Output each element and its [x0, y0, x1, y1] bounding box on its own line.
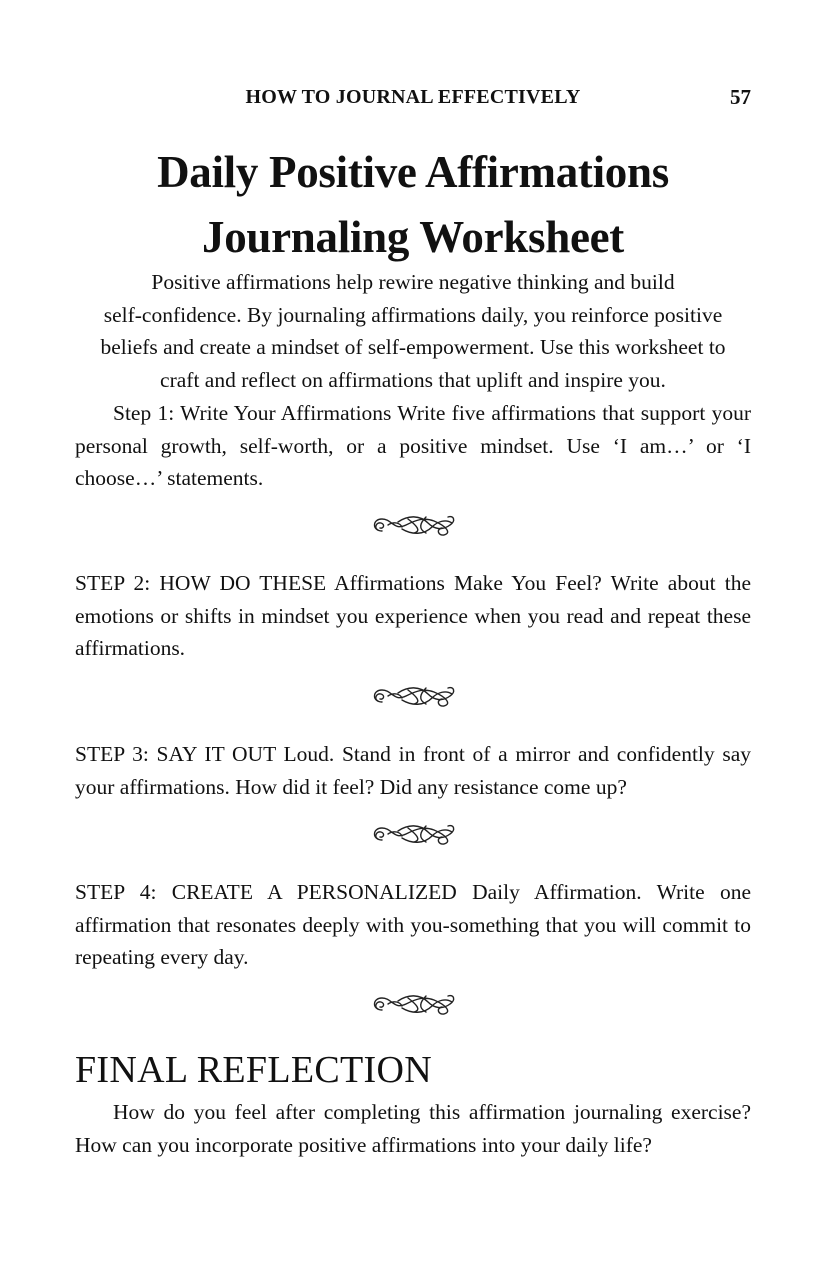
flourish-divider-icon: [368, 990, 458, 1018]
step-2-paragraph: STEP 2: HOW DO THESE Affirmations Make You Feel? Write about the emotions or shifts in mindset you experience when you read and repeat these affirmations.: [75, 571, 751, 660]
running-title: HOW TO JOURNAL EFFECTIVELY: [245, 86, 581, 108]
final-reflection-paragraph: How do you feel after completing this affirmation journaling exercise? How can you incorporate positive affirmations into your daily life?: [75, 1100, 751, 1157]
flourish-divider-icon: [368, 820, 458, 848]
final-reflection-heading: FINAL REFLECTION: [75, 1049, 432, 1091]
intro-line-4: craft and reflect on affirmations that uplift and inspire you.: [160, 367, 666, 392]
page-title: [75, 140, 751, 270]
step-4-paragraph: STEP 4: CREATE A PERSONALIZED Daily Affirmation. Write one affirmation that resonates deeply with you-something that you will commit to repeating every day.: [75, 880, 751, 969]
step-1-paragraph: Step 1: Write Your Affirmations Write five affirmations that support your personal growth, self-worth, or a positive mindset. Use ‘I am…’ or ‘I choose…’ statements.: [75, 401, 751, 490]
title-line-1: Daily Positive Affirmations: [157, 147, 669, 197]
step-3-paragraph: STEP 3: SAY IT OUT Loud. Stand in front of a mirror and confidently say your affirmations. How did it feel? Did any resistance come up?: [75, 742, 751, 799]
intro-line-2: self-confidence. By journaling affirmations daily, you reinforce positive: [103, 302, 723, 327]
page-number: 57: [730, 85, 751, 109]
flourish-divider-icon: [368, 682, 458, 710]
intro-line-1: Positive affirmations help rewire negative thinking and build: [151, 270, 675, 294]
intro-paragraph: [75, 266, 751, 396]
running-header: [75, 84, 751, 110]
flourish-divider-icon: [368, 511, 458, 539]
title-line-2: Journaling Worksheet: [202, 212, 624, 262]
intro-line-3: beliefs and create a mindset of self-empowerment. Use this worksheet to: [100, 335, 726, 359]
